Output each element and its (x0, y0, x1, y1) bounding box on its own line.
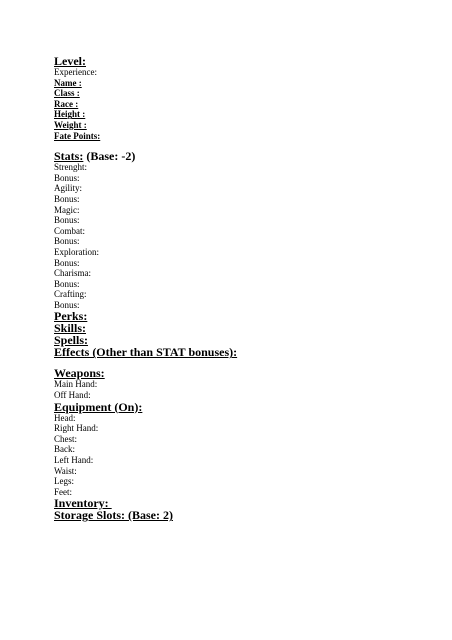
exploration-label: Exploration: (54, 246, 99, 257)
crafting-label: Crafting: (54, 289, 87, 300)
agility-bonus-label: Bonus: (54, 193, 80, 204)
strength-label: Strenght: (54, 162, 87, 173)
chest-label: Chest: (54, 433, 78, 444)
character-sheet (54, 55, 434, 521)
spells-heading: Spells: (54, 333, 89, 348)
magic-bonus-label: Bonus: (54, 215, 80, 226)
magic-label: Magic: (54, 204, 80, 215)
perks-heading: Perks: (54, 309, 88, 324)
fate-points-label: Fate Points: (54, 130, 101, 141)
head-label: Head: (54, 412, 76, 423)
charisma-label: Charisma: (54, 268, 91, 279)
name-label: Name : (54, 77, 82, 88)
right-hand-label: Right Hand: (54, 423, 99, 434)
combat-bonus-label: Bonus: (54, 236, 80, 247)
stats-heading: Stats: (Base: -2) (54, 149, 136, 164)
race-label: Race : (54, 98, 79, 109)
off-hand-label: Off Hand: (54, 390, 91, 401)
weight-label: Weight : (54, 119, 87, 130)
exploration-bonus-label: Bonus: (54, 257, 80, 268)
skills-heading: Skills: (54, 321, 87, 336)
crafting-bonus-label: Bonus: (54, 299, 80, 310)
equipment-heading: Equipment (On): (54, 399, 143, 414)
waist-label: Waist: (54, 465, 77, 476)
weapons-heading: Weapons: (54, 366, 105, 381)
left-hand-label: Left Hand: (54, 455, 94, 466)
combat-label: Combat: (54, 225, 85, 236)
inventory-heading: Inventory: (54, 496, 112, 511)
main-hand-label: Main Hand: (54, 379, 98, 390)
strength-bonus-label: Bonus: (54, 172, 80, 183)
stats-base: (Base: -2) (83, 149, 136, 164)
class-label: Class : (54, 88, 80, 99)
back-label: Back: (54, 444, 75, 455)
level-heading: Level: (54, 54, 86, 68)
agility-label: Agility: (54, 183, 83, 194)
legs-label: Legs: (54, 476, 74, 487)
height-label: Height : (54, 109, 86, 120)
effects-heading: Effects (Other than STAT bonuses): (54, 345, 238, 360)
charisma-bonus-label: Bonus: (54, 278, 80, 289)
storage-slots-heading: Storage Slots: (Base: 2) (54, 508, 173, 523)
experience-label: Experience: (54, 67, 97, 77)
feet-label: Feet: (54, 486, 72, 497)
